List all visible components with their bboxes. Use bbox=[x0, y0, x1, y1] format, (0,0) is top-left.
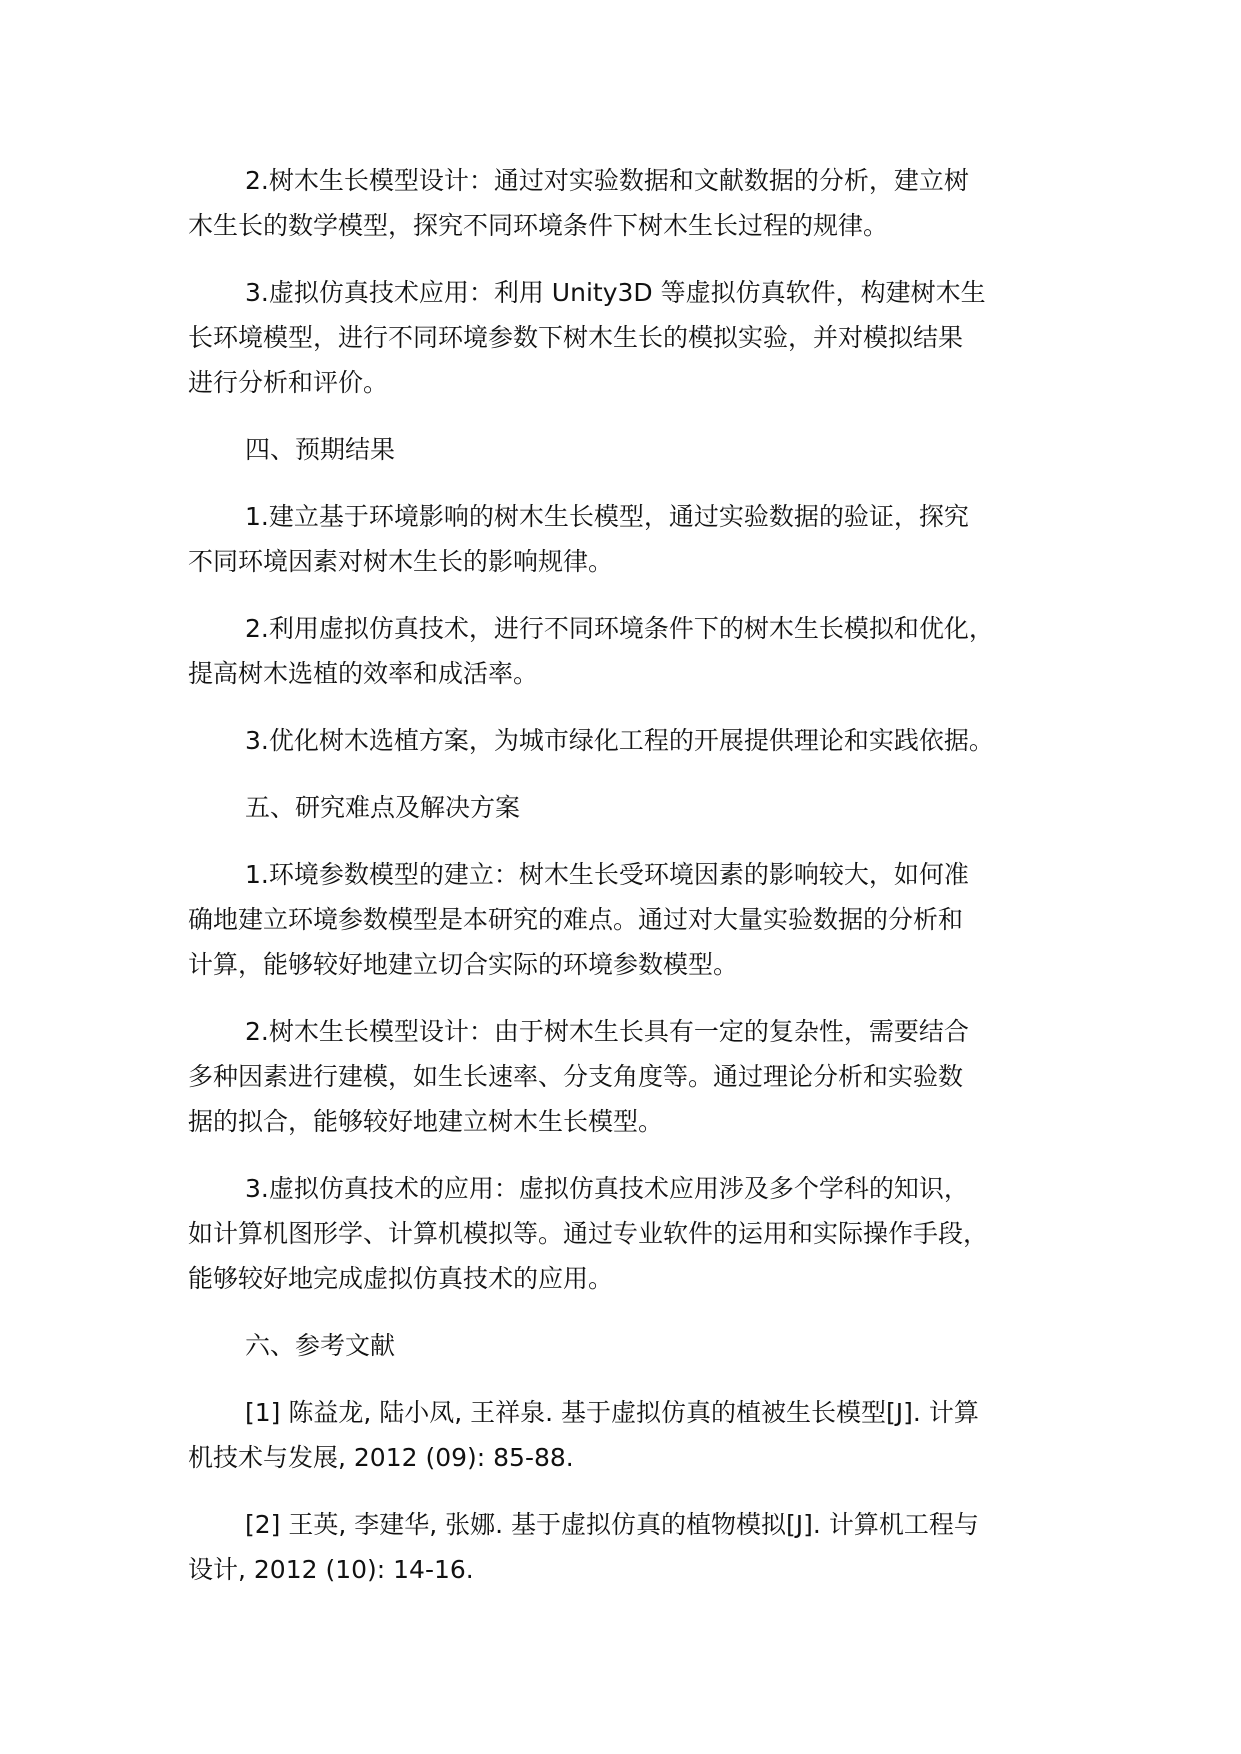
section-heading-difficulties: 五、研究难点及解决方案 bbox=[245, 793, 521, 822]
reference-item-1 bbox=[188, 1390, 1080, 1480]
text-line: 不同环境因素对树木生长的影响规律。 bbox=[188, 547, 614, 576]
text-line: 进行分析和评价。 bbox=[188, 368, 389, 397]
text-line: 3.虚拟仿真技术的应用：虚拟仿真技术应用涉及多个学科的知识， bbox=[245, 1174, 969, 1203]
text-line: 多种因素进行建模，如生长速率、分支角度等。通过理论分析和实验数 bbox=[188, 1062, 964, 1091]
paragraph-simulation-application bbox=[188, 270, 1080, 405]
text-line: 2.树木生长模型设计：通过对实验数据和文献数据的分析，建立树 bbox=[245, 166, 969, 195]
paragraph-result-3 bbox=[188, 718, 1080, 763]
paragraph-result-1 bbox=[188, 494, 1080, 584]
text-line: 3.虚拟仿真技术应用：利用 Unity3D 等虚拟仿真软件，构建树木生 bbox=[245, 278, 986, 307]
text-line: 确地建立环境参数模型是本研究的难点。通过对大量实验数据的分析和 bbox=[188, 905, 964, 934]
paragraph-result-2 bbox=[188, 606, 1080, 696]
paragraph-difficulty-1 bbox=[188, 852, 1080, 987]
text-line: [2] 王英, 李建华, 张娜. 基于虚拟仿真的植物模拟[J]. 计算机工程与 bbox=[245, 1510, 979, 1539]
text-line: 提高树木选植的效率和成活率。 bbox=[188, 659, 539, 688]
text-line: 木生长的数学模型，探究不同环境条件下树木生长过程的规律。 bbox=[188, 211, 889, 240]
text-line: 设计, 2012 (10): 14-16. bbox=[188, 1555, 474, 1584]
text-line: 据的拟合，能够较好地建立树木生长模型。 bbox=[188, 1107, 664, 1136]
text-line: 1.建立基于环境影响的树木生长模型，通过实验数据的验证，探究 bbox=[245, 502, 969, 531]
text-line: 机技术与发展, 2012 (09): 85-88. bbox=[188, 1443, 574, 1472]
text-line: [1] 陈益龙, 陆小凤, 王祥泉. 基于虚拟仿真的植被生长模型[J]. 计算 bbox=[245, 1398, 979, 1427]
text-line: 2.树木生长模型设计：由于树木生长具有一定的复杂性，需要结合 bbox=[245, 1017, 969, 1046]
text-line: 1.环境参数模型的建立：树木生长受环境因素的影响较大，如何准 bbox=[245, 860, 969, 889]
reference-item-2 bbox=[188, 1502, 1080, 1592]
text-line: 长环境模型，进行不同环境参数下树木生长的模拟实验，并对模拟结果 bbox=[188, 323, 964, 352]
paragraph-tree-model-design bbox=[188, 158, 1080, 248]
document-page bbox=[188, 158, 1080, 1614]
section-heading-references: 六、参考文献 bbox=[245, 1331, 396, 1360]
paragraph-difficulty-2 bbox=[188, 1009, 1080, 1144]
section-heading-expected-results: 四、预期结果 bbox=[245, 435, 396, 464]
text-line: 能够较好地完成虚拟仿真技术的应用。 bbox=[188, 1264, 614, 1293]
paragraph-difficulty-3 bbox=[188, 1166, 1080, 1301]
text-line: 计算，能够较好地建立切合实际的环境参数模型。 bbox=[188, 950, 739, 979]
text-line: 2.利用虚拟仿真技术，进行不同环境条件下的树木生长模拟和优化， bbox=[245, 614, 994, 643]
text-line: 3.优化树木选植方案，为城市绿化工程的开展提供理论和实践依据。 bbox=[245, 726, 994, 755]
text-line: 如计算机图形学、计算机模拟等。通过专业软件的运用和实际操作手段， bbox=[188, 1219, 989, 1248]
